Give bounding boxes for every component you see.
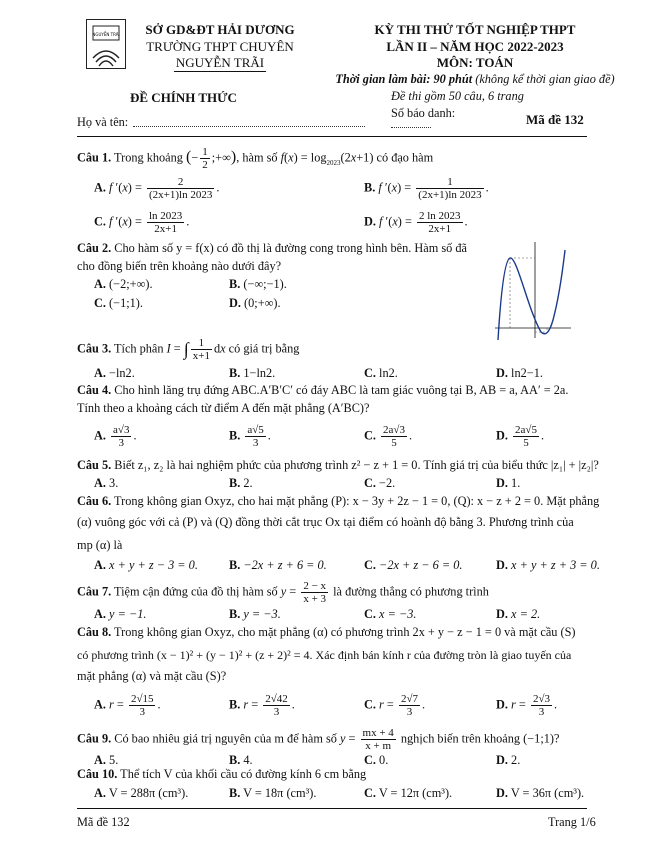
q7-option-d[interactable]: D. x = 2. bbox=[496, 607, 541, 621]
pages-note: Đề thi gồm 50 câu, 6 trang bbox=[391, 89, 524, 103]
q7-option-a[interactable]: A. y = −1. bbox=[94, 607, 147, 621]
q9-option-c[interactable]: C. 0. bbox=[364, 753, 389, 767]
function-graph bbox=[493, 240, 573, 340]
q1-option-a[interactable]: A. f ′(x) = $\frac{2}{(2x+1)\ln 2023}$ . bbox=[94, 176, 220, 201]
q5-option-a[interactable]: A. 3. bbox=[94, 476, 119, 490]
q6-option-a[interactable]: A. x + y + z − 3 = 0. bbox=[94, 558, 198, 572]
time-limit: Thời gian làm bài: 90 phút bbox=[335, 72, 473, 86]
footer-code: Mã đề 132 bbox=[77, 815, 130, 829]
q8-option-c[interactable]: C. r = $\frac{2√7}{3}$ . bbox=[364, 693, 426, 718]
q1-option-b[interactable]: B. f ′(x) = $\frac{1}{(2x+1)\ln 2023}$ . bbox=[364, 176, 489, 201]
question-8: Câu 8. Trong không gian Oxyz, cho mặt phẳng (α) có phương trình 2x + y − z − 1 = 0 và mặt cầu (S) bbox=[77, 625, 576, 639]
name-field[interactable] bbox=[133, 126, 365, 127]
header-rule bbox=[77, 136, 587, 137]
exam-round: LẦN II – NĂM HỌC 2022-2023 bbox=[386, 39, 564, 54]
q1-text-c: có đạo hàm bbox=[373, 150, 434, 165]
question-6-line3: mp (α) là bbox=[77, 538, 123, 552]
q10-option-a[interactable]: A. V = 288π (cm³). bbox=[94, 786, 189, 800]
question-6-line2: (α) vuông góc với cả (P) và (Q) đồng thời cắt trục Ox tại điểm có hoành độ bằng 3. Phương trình của bbox=[77, 515, 574, 529]
q1-text-a: Trong khoảng bbox=[111, 150, 186, 165]
q5-option-d[interactable]: D. 1. bbox=[496, 476, 521, 490]
question-4: Câu 4. Cho hình lăng trụ đứng ABC.A′B′C′ có đáy ABC là tam giác vuông tại B, AB = a, AA′ = 2a. bbox=[77, 383, 569, 397]
q10-option-c[interactable]: C. V = 12π (cm³). bbox=[364, 786, 453, 800]
q1-label: Câu 1. bbox=[77, 150, 112, 165]
q10-option-b[interactable]: B. V = 18π (cm³). bbox=[229, 786, 317, 800]
curve bbox=[498, 250, 565, 340]
exam-title: KỲ THI THỬ TỐT NGHIỆP THPT bbox=[374, 22, 576, 37]
divider bbox=[174, 71, 266, 72]
question-8-line3: mặt phẳng (α) và mặt cầu (S)? bbox=[77, 669, 227, 683]
q5-option-b[interactable]: B. 2. bbox=[229, 476, 253, 490]
question-6: Câu 6. Trong không gian Oxyz, cho hai mặt phẳng (P): x − 3y + 2z − 1 = 0, (Q): x − z + 2 = 0. Mặt phẳng bbox=[77, 494, 600, 508]
q1-text-b: , hàm số bbox=[236, 150, 281, 165]
q1-option-d[interactable]: D. f ′(x) = $\frac{2 \ln 2023}{2x+1}$ . bbox=[364, 210, 468, 235]
sbd-label: Số báo danh: bbox=[391, 106, 456, 120]
q8-option-d[interactable]: D. r = $\frac{2√3}{3}$ . bbox=[496, 693, 558, 718]
q3-option-b[interactable]: B. 1−ln2. bbox=[229, 366, 276, 380]
q6-option-d[interactable]: D. x + y + z + 3 = 0. bbox=[496, 558, 600, 572]
question-4-line2: Tính theo a khoảng cách từ điểm A đến mặt phẳng (A′BC)? bbox=[77, 401, 370, 415]
q5-option-c[interactable]: C. −2. bbox=[364, 476, 396, 490]
name-label: Họ và tên: bbox=[77, 115, 129, 129]
q4-option-c[interactable]: C. $\frac{2a√3}{5}$ . bbox=[364, 424, 413, 449]
q2-option-d[interactable]: D. (0;+∞). bbox=[229, 296, 281, 310]
question-10: Câu 10. Thể tích V của khối cầu có đường kính 6 cm bằng bbox=[77, 767, 367, 781]
q10-option-d[interactable]: D. V = 36π (cm³). bbox=[496, 786, 585, 800]
q9-option-a[interactable]: A. 5. bbox=[94, 753, 119, 767]
question-3: Câu 3. Tích phân I = ∫ $\frac{1}{x+1}$ dx có giá trị bằng bbox=[77, 337, 300, 362]
q7-option-c[interactable]: C. x = −3. bbox=[364, 607, 417, 621]
time-note: (không kể thời gian giao đề) bbox=[475, 72, 615, 86]
question-2-line2: cho đồng biến trên khoảng nào dưới đây? bbox=[77, 259, 282, 273]
question-8-line2: có phương trình (x − 1)² + (y − 1)² + (z + 2)² = 4. Xác định bán kính r của đường tròn là giao tuyến của bbox=[77, 648, 572, 662]
time-info bbox=[305, 72, 645, 87]
q4-option-b[interactable]: B. $\frac{a√5}{3}$ . bbox=[229, 424, 271, 449]
question-9: Câu 9. Có bao nhiêu giá trị nguyên của m để hàm số y = $\frac{mx + 4}{x + m}$ nghịch biến trên khoảng (−1;1)? bbox=[77, 727, 560, 752]
footer-page: Trang 1/6 bbox=[548, 815, 596, 829]
school-logo bbox=[86, 19, 126, 69]
q9-option-b[interactable]: B. 4. bbox=[229, 753, 253, 767]
question-2: Câu 2. Cho hàm số y = f(x) có đồ thị là đường cong trong hình bên. Hàm số đã bbox=[77, 241, 467, 255]
q9-option-d[interactable]: D. 2. bbox=[496, 753, 521, 767]
dept-name: SỞ GD&ĐT HẢI DƯƠNG bbox=[145, 22, 295, 37]
school-line2: NGUYỄN TRÃI bbox=[175, 55, 265, 70]
footer-rule bbox=[77, 808, 587, 809]
q8-option-a[interactable]: A. r = $\frac{2√15}{3}$ . bbox=[94, 693, 161, 718]
question-7: Câu 7. Tiệm cận đứng của đồ thị hàm số y = $\frac{2 - x}{x + 3}$ là đường thẳng có phương trình bbox=[77, 580, 489, 605]
q3-option-a[interactable]: A. −ln2. bbox=[94, 366, 135, 380]
official-label: ĐỀ CHÍNH THỨC bbox=[130, 90, 237, 105]
q2-option-b[interactable]: B. (−∞;−1). bbox=[229, 277, 287, 291]
subject: MÔN: TOÁN bbox=[436, 55, 514, 70]
q3-option-d[interactable]: D. ln2−1. bbox=[496, 366, 543, 380]
exam-code: Mã đề 132 bbox=[526, 112, 584, 127]
school-line1: TRƯỜNG THPT CHUYÊN bbox=[146, 39, 294, 54]
q6-option-b[interactable]: B. −2x + z + 6 = 0. bbox=[229, 558, 327, 572]
question-5: Câu 5. Biết z₁, z₂ là hai nghiệm phức của phương trình z² − z + 1 = 0. Tính giá trị của biểu thức |z₁| + |z₂|? bbox=[77, 458, 599, 472]
q4-option-a[interactable]: A. $\frac{a√3}{3}$ . bbox=[94, 424, 137, 449]
logo-text: NGUYỄN TRÃI bbox=[92, 32, 120, 37]
q1-option-c[interactable]: C. f ′(x) = $\frac{\ln 2023}{2x+1}$ . bbox=[94, 210, 190, 235]
q3-option-c[interactable]: C. ln2. bbox=[364, 366, 398, 380]
q6-option-c[interactable]: C. −2x + z − 6 = 0. bbox=[364, 558, 463, 572]
question-1: Câu 1. Trong khoảng (− $\frac{1}{2}$ ;+∞), hàm số $f(x) = \log_{2023}(2x+1)$ có đạo hàm bbox=[77, 146, 434, 171]
q4-option-d[interactable]: D. $\frac{2a√5}{5}$ . bbox=[496, 424, 545, 449]
sbd-field[interactable] bbox=[391, 127, 431, 128]
q7-option-b[interactable]: B. y = −3. bbox=[229, 607, 281, 621]
q2-option-a[interactable]: A. (−2;+∞). bbox=[94, 277, 153, 291]
q8-option-b[interactable]: B. r = $\frac{2√42}{3}$ . bbox=[229, 693, 295, 718]
q2-option-c[interactable]: C. (−1;1). bbox=[94, 296, 143, 310]
